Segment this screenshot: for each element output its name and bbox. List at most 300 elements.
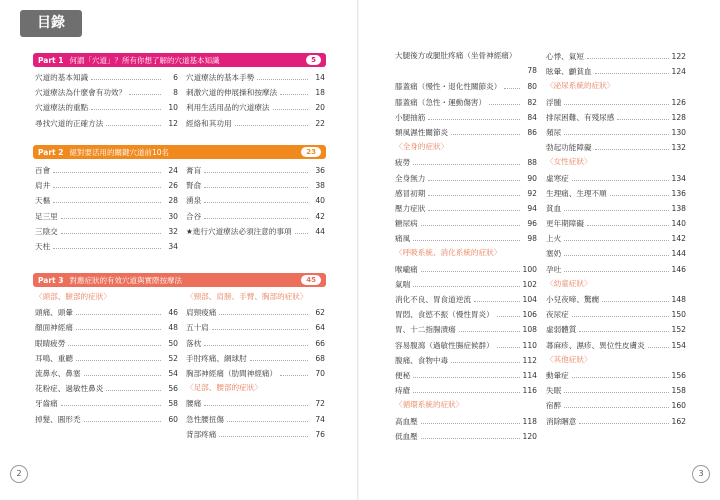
dot-leader	[280, 368, 308, 376]
dot-leader	[204, 180, 308, 188]
entry-page-number: 126	[671, 97, 686, 107]
toc-entry[interactable]	[395, 428, 537, 443]
dot-leader	[204, 195, 308, 203]
toc-entry[interactable]	[546, 382, 686, 397]
entry-page-number: 152	[671, 325, 686, 335]
toc-entry[interactable]	[546, 215, 686, 230]
entry-page-number: 110	[522, 340, 537, 350]
toc-entry[interactable]	[35, 350, 178, 365]
category-heading: 〈呼吸系統、消化系統的症狀〉	[395, 248, 502, 258]
dot-leader	[564, 248, 668, 256]
dot-leader	[602, 294, 668, 302]
dot-leader	[250, 353, 308, 361]
entry-page-number: 78	[527, 66, 537, 76]
entry-title: 頻尿	[546, 127, 562, 137]
toc-entry[interactable]	[395, 94, 537, 109]
entry-title: 塞奶	[546, 249, 562, 259]
toc-entry[interactable]	[546, 413, 686, 428]
entry-page-number: 66	[315, 338, 325, 348]
entry-page-number: 8	[173, 88, 178, 98]
part1-column-2	[186, 69, 325, 130]
entry-page-number: 158	[671, 386, 686, 396]
toc-entry[interactable]	[546, 124, 686, 139]
entry-title: 心悸、氣短	[546, 52, 584, 61]
entry-page-number: 90	[527, 173, 537, 183]
dot-leader	[421, 431, 520, 439]
entry-page-number: 96	[527, 219, 537, 229]
dot-leader	[257, 72, 308, 80]
toc-entry[interactable]	[35, 304, 178, 319]
toc-entry[interactable]	[546, 48, 686, 63]
entry-page-number: 24	[168, 166, 178, 175]
toc-entry[interactable]	[395, 306, 537, 321]
entry-title: 糖尿病	[395, 219, 418, 229]
entry-page-number: 104	[522, 295, 537, 304]
entry-page-number: 34	[168, 241, 178, 251]
toc-entry[interactable]	[395, 63, 537, 78]
entry-page-number: 48	[168, 323, 178, 333]
dot-leader	[572, 370, 669, 378]
part1-title: 何謂「穴道」？所有你想了解的穴道基本知識	[69, 55, 220, 65]
entry-page-number: 56	[168, 384, 178, 394]
entry-title: 小腿抽筋	[395, 112, 426, 122]
toc-entry[interactable]	[186, 426, 325, 441]
entry-page-number: 84	[527, 112, 537, 122]
dot-leader	[421, 218, 520, 226]
entry-page-number: 74	[315, 414, 325, 424]
toc-entry[interactable]	[395, 48, 537, 63]
entry-title: 失眠	[546, 386, 562, 396]
dot-leader	[459, 324, 520, 332]
category-heading: 〈全身的症狀〉	[395, 142, 449, 152]
toc-entry[interactable]	[35, 223, 178, 238]
entry-title: 穴道療法為什麼會有功效？	[35, 88, 127, 98]
entry-title: 痔瘡	[395, 386, 411, 396]
toc-entry[interactable]	[35, 395, 178, 410]
dot-leader	[68, 338, 161, 346]
dot-leader	[91, 72, 161, 80]
toc-entry[interactable]	[186, 223, 325, 238]
toc-entry[interactable]	[395, 154, 537, 169]
entry-page-number: 10	[168, 103, 178, 113]
part3-title: 對應症狀的有效穴道與實際按摩法	[69, 275, 182, 285]
toc-entry[interactable]	[186, 304, 325, 319]
part1-header[interactable]	[33, 53, 326, 67]
toc-entry[interactable]	[186, 395, 325, 410]
entry-title: 虛寒症	[546, 173, 569, 183]
toc-entry[interactable]	[546, 337, 686, 352]
toc-entry[interactable]	[186, 177, 325, 192]
entry-title: 湧泉	[186, 196, 202, 206]
toc-entry[interactable]	[186, 99, 325, 114]
entry-page-number: 26	[168, 181, 178, 191]
toc-entry[interactable]	[186, 319, 325, 334]
entry-title: 肩頸痠痛	[186, 308, 217, 318]
entry-page-number: 120	[522, 431, 537, 441]
toc-entry[interactable]	[546, 245, 686, 260]
entry-page-number: 70	[315, 368, 325, 378]
toc-entry[interactable]	[395, 215, 537, 230]
part1-column-1	[35, 69, 178, 130]
entry-page-number: 128	[671, 112, 686, 122]
dot-leader	[212, 322, 308, 330]
dot-leader	[451, 355, 519, 363]
entry-page-number: 94	[527, 203, 537, 213]
entry-page-number: 32	[168, 226, 178, 236]
entry-title: 腎俞	[186, 181, 202, 191]
toc-entry[interactable]	[395, 230, 537, 245]
toc-entry[interactable]	[35, 208, 178, 223]
toc-entry[interactable]	[546, 63, 686, 78]
entry-title: 浮腫	[546, 97, 562, 107]
entry-title: 勃起功能障礙	[546, 143, 592, 153]
toc-entry[interactable]	[395, 170, 537, 185]
part2-header[interactable]	[33, 145, 326, 159]
toc-entry[interactable]	[186, 365, 325, 380]
toc-entry[interactable]	[186, 69, 325, 84]
entry-title: 尋找穴道的正確方法	[35, 118, 104, 128]
dot-leader	[428, 173, 520, 181]
entry-page-number: 134	[671, 173, 686, 183]
toc-entry[interactable]	[35, 411, 178, 426]
entry-title: 虛弱體質	[546, 325, 577, 335]
dot-leader	[428, 203, 520, 211]
entry-page-number: 122	[671, 52, 686, 61]
entry-title: 排尿困難、有殘尿感	[546, 112, 615, 122]
dot-leader	[61, 211, 161, 219]
entry-page-number: 58	[168, 399, 178, 409]
category-heading: 〈循環系統的症狀〉	[395, 400, 464, 410]
dot-leader	[235, 118, 308, 126]
entry-title: 全身無力	[395, 173, 426, 183]
entry-title: 消化不良、胃食道逆流	[395, 295, 471, 304]
part1-label: Part 1	[38, 55, 64, 65]
entry-title: 天柱	[35, 241, 51, 251]
entry-title: ★進行穴道療法必須注意的事項	[186, 226, 292, 236]
dot-leader	[413, 385, 519, 393]
entry-page-number: 142	[671, 234, 686, 244]
entry-title: 顏面神經痛	[35, 323, 73, 333]
dot-leader	[204, 338, 308, 346]
entry-title: 孕吐	[546, 264, 562, 274]
dot-leader	[595, 142, 669, 150]
category-heading: 〈足部、腰部的症狀〉	[186, 383, 262, 393]
entry-title: 腰痛	[186, 399, 202, 409]
toc-entry[interactable]	[35, 177, 178, 192]
entry-title: 感冒初期	[395, 188, 426, 198]
dot-leader	[53, 165, 161, 173]
dot-leader	[219, 307, 308, 315]
toc-entry[interactable]	[546, 291, 686, 306]
toc-entry[interactable]	[546, 230, 686, 245]
dot-leader	[489, 97, 520, 105]
toc-entry[interactable]	[395, 413, 537, 428]
toc-entry[interactable]	[186, 162, 325, 177]
part3-header[interactable]	[33, 273, 326, 287]
toc-entry[interactable]	[35, 115, 178, 130]
dot-leader	[428, 188, 520, 196]
toc-entry[interactable]	[35, 162, 178, 177]
entry-title: 牙齒痛	[35, 399, 58, 409]
entry-page-number: 36	[315, 166, 325, 175]
toc-entry[interactable]	[35, 335, 178, 350]
entry-title: 眩暈、顱貧血	[546, 67, 592, 77]
entry-page-number: 42	[315, 211, 325, 221]
dot-leader	[564, 264, 668, 272]
toc-entry[interactable]	[186, 350, 325, 365]
toc-entry[interactable]	[395, 337, 537, 352]
entry-title: 五十肩	[186, 323, 209, 333]
dot-leader	[84, 368, 161, 376]
entry-title: 動暈症	[546, 370, 569, 380]
entry-title: 類風濕性關節炎	[395, 127, 449, 137]
entry-page-number: 144	[671, 249, 686, 259]
category-heading: 〈頸部、肩膀、手臂、胸部的症狀〉	[186, 292, 308, 301]
toc-entry[interactable]	[395, 321, 537, 336]
toc-entry[interactable]	[546, 109, 686, 124]
dot-leader	[413, 233, 520, 241]
dot-leader	[579, 416, 668, 424]
entry-page-number: 124	[671, 67, 686, 77]
entry-page-number: 154	[671, 340, 686, 350]
entry-title: 腹痛、食物中毒	[395, 355, 449, 365]
part2-title: 絕對要活用的關鍵穴道前10名	[69, 147, 170, 157]
category-heading: 〈泌尿系統的症狀〉	[546, 81, 615, 91]
entry-page-number: 80	[527, 82, 537, 92]
toc-entry[interactable]	[35, 380, 178, 395]
dot-leader	[53, 180, 161, 188]
entry-title: 高血壓	[395, 416, 418, 426]
entry-page-number: 140	[671, 219, 686, 229]
dot-leader	[204, 165, 308, 173]
left-page-number: 2	[10, 465, 28, 483]
entry-title: 耳鳴、重聽	[35, 353, 73, 363]
dot-leader	[587, 51, 669, 59]
dot-leader	[504, 81, 520, 89]
toc-entry[interactable]	[395, 352, 537, 367]
entry-page-number: 156	[671, 370, 686, 380]
dot-leader	[564, 127, 668, 135]
toc-entry[interactable]	[546, 185, 686, 200]
entry-page-number: 98	[527, 234, 537, 244]
part2-column-2	[186, 162, 325, 238]
category-heading: 〈女性症狀〉	[546, 157, 592, 167]
entry-title: 利用生活用品的穴道療法	[186, 103, 270, 113]
entry-page-number: 28	[168, 196, 178, 206]
entry-title: 膏肓	[186, 166, 202, 175]
entry-title: 天樞	[35, 196, 51, 206]
dot-leader	[564, 233, 668, 241]
dot-leader	[595, 66, 669, 74]
entry-title: 手肘疼痛、網球肘	[186, 353, 247, 363]
entry-page-number: 88	[527, 158, 537, 168]
toc-entry[interactable]	[546, 367, 686, 382]
dot-leader	[219, 429, 308, 437]
entry-title: 蕁麻疹、濕疹、異位性皮膚炎	[546, 340, 645, 350]
toc-entry[interactable]	[186, 115, 325, 130]
dot-leader	[273, 102, 308, 110]
book-gutter	[357, 0, 359, 500]
index-column-b	[186, 289, 325, 441]
toc-entry[interactable]	[395, 261, 537, 276]
toc-entry[interactable]	[35, 365, 178, 380]
toc-entry[interactable]	[35, 69, 178, 84]
dot-leader	[564, 385, 668, 393]
entry-page-number: 76	[315, 429, 325, 439]
toc-entry[interactable]	[546, 261, 686, 276]
entry-title: 生理痛、生理不順	[546, 188, 607, 198]
entry-title: 貧血	[546, 203, 562, 213]
entry-title: 胃、十二指腸潰瘍	[395, 325, 456, 335]
dot-leader	[451, 127, 520, 135]
dot-leader	[61, 398, 161, 406]
toc-entry[interactable]	[546, 170, 686, 185]
dot-leader	[91, 102, 161, 110]
entry-title: 百會	[35, 166, 51, 175]
toc-entry[interactable]	[186, 192, 325, 207]
toc-entry[interactable]	[395, 382, 537, 397]
entry-page-number: 86	[527, 127, 537, 137]
category-heading: 〈頭部、臉部的症狀〉	[35, 292, 111, 301]
toc-entry[interactable]	[35, 192, 178, 207]
entry-page-number: 62	[315, 308, 325, 318]
entry-page-number: 148	[671, 295, 686, 304]
toc-entry[interactable]	[395, 124, 537, 139]
entry-page-number: 150	[671, 310, 686, 320]
entry-title: 大腿後方或腿肚疼痛（坐骨神經痛）	[395, 51, 517, 60]
toc-entry[interactable]	[546, 321, 686, 336]
entry-page-number: 18	[315, 88, 325, 98]
dot-leader	[61, 226, 161, 234]
index-column-d	[546, 48, 686, 428]
toc-entry[interactable]	[546, 139, 686, 154]
entry-page-number: 20	[315, 103, 325, 113]
part3-page: 45	[301, 275, 321, 285]
part2-column-1	[35, 162, 178, 253]
entry-title: 疲勞	[395, 158, 411, 168]
toc-entry[interactable]	[186, 411, 325, 426]
entry-title: 花粉症、過敏性鼻炎	[35, 384, 104, 394]
toc-entry[interactable]	[395, 185, 537, 200]
dot-leader	[617, 112, 668, 120]
dot-leader	[428, 112, 520, 120]
dot-leader	[564, 97, 668, 105]
dot-leader	[497, 340, 520, 348]
entry-title: 穴道療法的基本手勢	[186, 73, 255, 82]
page-title: 目錄	[20, 10, 82, 37]
dot-leader	[106, 383, 161, 391]
entry-page-number: 106	[522, 310, 537, 320]
part1-page: 5	[306, 55, 321, 65]
entry-title: 小兒夜啼、驚癇	[546, 295, 600, 304]
dot-leader	[572, 309, 669, 317]
entry-page-number: 114	[522, 370, 537, 380]
entry-page-number: 108	[522, 325, 537, 335]
entry-title: 合谷	[186, 211, 202, 221]
entry-title: 氣喘	[395, 279, 411, 289]
part2-page: 23	[301, 147, 321, 157]
entry-title: 壓力症狀	[395, 203, 426, 213]
entry-title: 胸部神經痛（肋間神經痛）	[186, 368, 278, 378]
entry-title: 肩井	[35, 181, 51, 191]
entry-page-number: 82	[527, 97, 537, 107]
entry-page-number: 160	[671, 401, 686, 411]
dot-leader	[564, 400, 668, 408]
toc-entry[interactable]	[186, 208, 325, 223]
toc-entry[interactable]	[546, 306, 686, 321]
dot-leader	[648, 340, 669, 348]
entry-page-number: 14	[315, 73, 325, 82]
toc-entry[interactable]	[35, 84, 178, 99]
category-heading: 〈其他症狀〉	[546, 354, 592, 364]
entry-title: 急性腰扭傷	[186, 414, 224, 424]
dot-leader	[564, 203, 668, 211]
dot-leader	[106, 118, 161, 126]
entry-page-number: 12	[168, 118, 178, 128]
dot-leader	[421, 264, 520, 272]
entry-page-number: 162	[671, 416, 686, 426]
entry-page-number: 54	[168, 368, 178, 378]
dot-leader	[204, 211, 308, 219]
entry-title: 更年期障礙	[546, 219, 584, 229]
dot-leader	[84, 414, 161, 422]
toc-entry[interactable]	[186, 335, 325, 350]
entry-title: 低血壓	[395, 431, 418, 441]
toc-entry[interactable]	[546, 94, 686, 109]
dot-leader	[129, 87, 161, 95]
dot-leader	[76, 353, 161, 361]
toc-entry[interactable]	[395, 276, 537, 291]
dot-leader	[413, 157, 520, 165]
dot-leader	[280, 87, 308, 95]
entry-page-number: 50	[168, 338, 178, 348]
toc-entry[interactable]	[35, 319, 178, 334]
dot-leader	[227, 414, 308, 422]
dot-leader	[610, 188, 669, 196]
entry-page-number: 30	[168, 211, 178, 221]
entry-title: 便秘	[395, 370, 411, 380]
entry-page-number: 100	[522, 264, 537, 274]
entry-title: 痛風	[395, 234, 411, 244]
toc-entry[interactable]	[546, 200, 686, 215]
toc-entry[interactable]	[546, 397, 686, 412]
toc-entry[interactable]	[395, 291, 537, 306]
entry-page-number: 46	[168, 308, 178, 318]
entry-title: 流鼻水、鼻塞	[35, 368, 81, 378]
toc-entry[interactable]	[395, 367, 537, 382]
dot-leader	[572, 173, 669, 181]
entry-title: 宿醉	[546, 401, 562, 411]
category-heading: 〈幼童症狀〉	[546, 278, 592, 288]
entry-title: 上火	[546, 234, 562, 244]
toc-entry[interactable]	[395, 109, 537, 124]
entry-title: 夜尿症	[546, 310, 569, 320]
entry-title: 落枕	[186, 338, 202, 348]
toc-entry[interactable]	[35, 238, 178, 253]
dot-leader	[497, 309, 520, 317]
dot-leader	[398, 66, 520, 73]
toc-entry[interactable]	[186, 84, 325, 99]
dot-leader	[76, 322, 161, 330]
entry-page-number: 116	[522, 386, 537, 396]
toc-entry[interactable]	[395, 200, 537, 215]
toc-entry[interactable]	[35, 99, 178, 114]
part2-label: Part 2	[38, 147, 64, 157]
entry-page-number: 112	[522, 355, 537, 365]
entry-page-number: 38	[315, 181, 325, 191]
toc-entry[interactable]	[395, 78, 537, 93]
entry-title: 消除睏意	[546, 416, 577, 426]
